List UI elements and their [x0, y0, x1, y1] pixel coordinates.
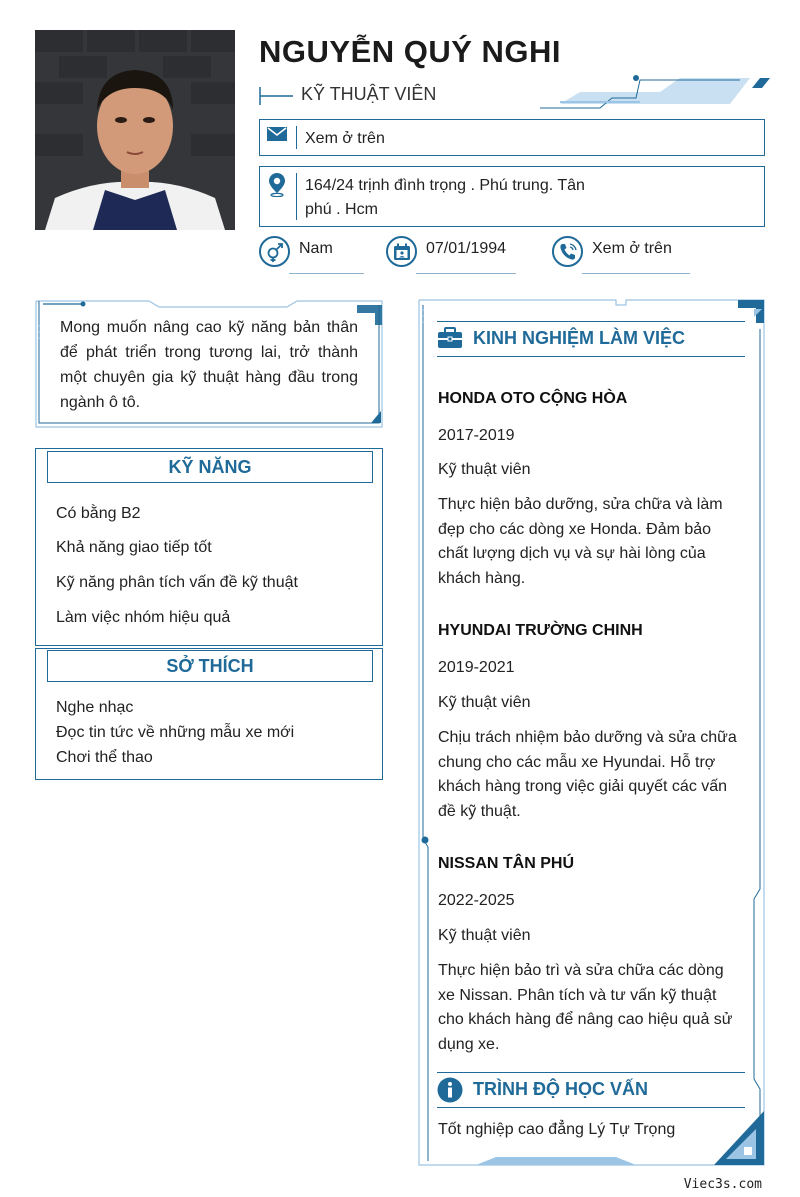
address-box — [259, 166, 765, 227]
experience-position: Kỹ thuật viên — [438, 694, 531, 711]
experience-description: Chịu trách nhiệm bảo dưỡng và sửa chữa chung cho các mẫu xe Hyundai. Hỗ trợ khách hàng trong việc giải quyết các vấn đề kỹ thuật. — [438, 729, 737, 820]
experience-period: 2019-2021 — [438, 659, 515, 676]
header-decoration — [540, 72, 770, 112]
experience-company: HYUNDAI TRƯỜNG CHINH — [438, 622, 643, 639]
education-heading — [437, 1072, 745, 1108]
gender-icon — [259, 236, 290, 267]
gender-value: Nam — [299, 240, 333, 257]
experience-description: Thực hiện bảo dưỡng, sửa chữa và làm đẹp cho các dòng xe Honda. Đảm bảo chất lượng dịch vụ và sự hài lòng của khách hàng. — [438, 496, 723, 587]
email-box — [259, 119, 765, 156]
skill-item: Kỹ năng phân tích vấn đề kỹ thuật — [56, 574, 298, 591]
experience-company: NISSAN TÂN PHÚ — [438, 855, 575, 872]
profile-photo — [35, 30, 235, 230]
footer-watermark: Viec3s.com — [683, 1177, 762, 1192]
calendar-icon — [386, 236, 417, 267]
hobby-item: Nghe nhạc — [56, 699, 134, 716]
candidate-name: NGUYỄN QUÝ NGHI — [259, 34, 562, 69]
skills-section — [35, 448, 383, 646]
experience-position: Kỹ thuật viên — [438, 461, 531, 478]
experience-heading-label: KINH NGHIỆM LÀM VIỆC — [473, 328, 686, 348]
experience-heading — [437, 321, 745, 357]
education-text: Tốt nghiệp cao đẳng Lý Tự Trọng — [438, 1121, 676, 1138]
skill-item: Làm việc nhóm hiệu quả — [56, 609, 231, 626]
address-value: 164/24 trịnh đình trọng . Phú trung. Tân phú . Hcm — [305, 177, 585, 218]
hobby-item: Đọc tin tức về những mẫu xe mới — [56, 724, 295, 741]
map-pin-icon — [260, 167, 294, 197]
experience-position: Kỹ thuật viên — [438, 927, 531, 944]
briefcase-icon — [437, 326, 463, 355]
phone-icon — [552, 236, 583, 267]
info-icon — [437, 1077, 463, 1108]
experience-company: HONDA OTO CỘNG HÒA — [438, 390, 628, 407]
education-heading-label: TRÌNH ĐỘ HỌC VẤN — [473, 1079, 648, 1099]
objective-text: Mong muốn nâng cao kỹ năng bản thân để phát triển trong tương lai, trở thành một chuyên gia kỹ thuật hàng đầu trong ngành ô tô. — [60, 319, 358, 411]
birthday-value: 07/01/1994 — [426, 240, 507, 257]
experience-period: 2022-2025 — [438, 892, 515, 909]
title-line-decoration — [259, 86, 293, 106]
hobbies-section — [35, 648, 383, 780]
email-value: Xem ở trên — [305, 130, 385, 147]
envelope-icon — [260, 120, 294, 142]
skill-item: Có bằng B2 — [56, 505, 141, 522]
hobby-item: Chơi thể thao — [56, 749, 153, 766]
experience-period: 2017-2019 — [438, 427, 515, 444]
hobbies-heading: SỞ THÍCH — [47, 650, 373, 682]
skills-heading: KỸ NĂNG — [47, 451, 373, 483]
experience-description: Thực hiện bảo trì và sửa chữa các dòng xe Nissan. Phân tích và tư vấn kỹ thuật cho khách hàng để nâng cao hiệu quả sử dụng xe. — [438, 962, 733, 1053]
phone-value: Xem ở trên — [592, 240, 672, 257]
job-title: KỸ THUẬT VIÊN — [301, 84, 437, 104]
skill-item: Khả năng giao tiếp tốt — [56, 539, 212, 556]
